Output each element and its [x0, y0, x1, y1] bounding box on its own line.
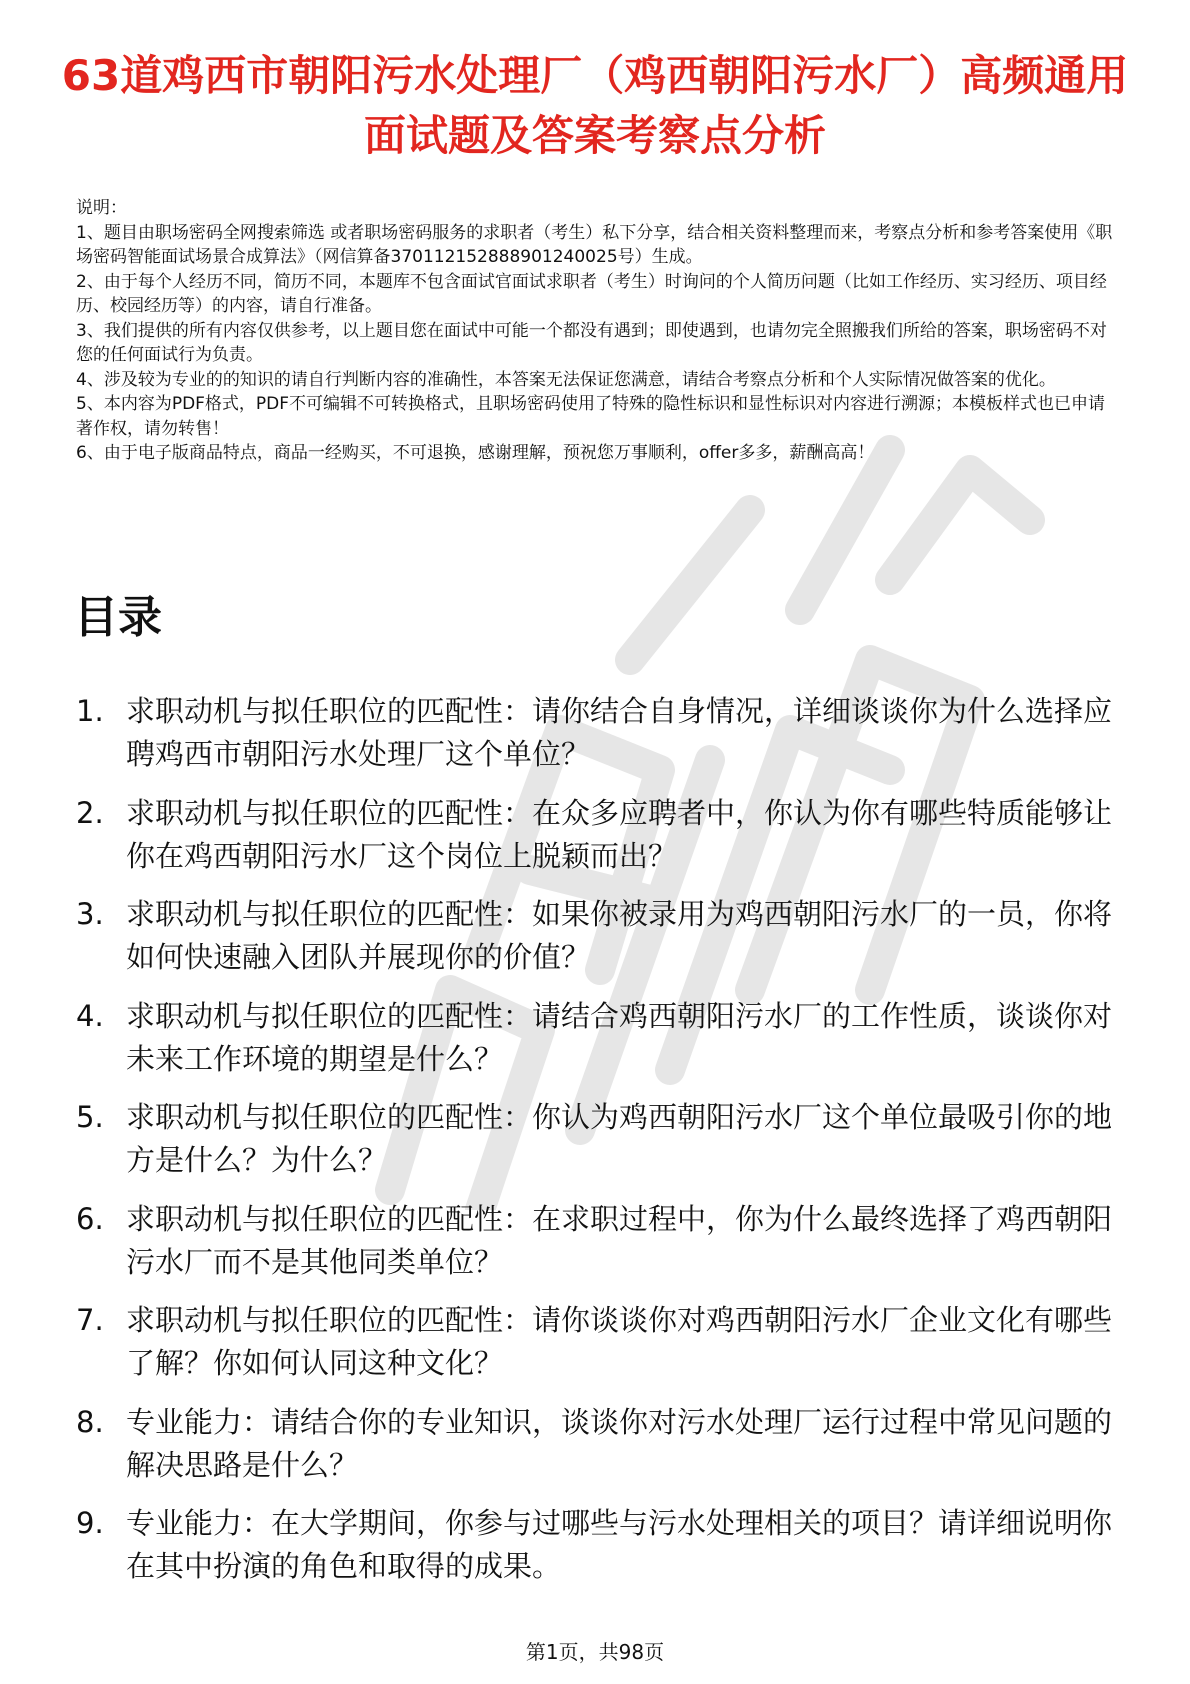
toc-item[interactable]: [76, 995, 1130, 1081]
toc-item-number: 4.: [76, 998, 104, 1033]
toc-item-text: 求职动机与拟任职位的匹配性：请你结合自身情况，详细谈谈你为什么选择应聘鸡西市朝阳污水处理厂这个单位？: [126, 694, 1113, 771]
toc-item-number: 8.: [76, 1404, 104, 1439]
toc-heading: 目录: [74, 592, 162, 643]
toc-item[interactable]: [76, 690, 1130, 776]
toc-item-text: 求职动机与拟任职位的匹配性：在求职过程中，你为什么最终选择了鸡西朝阳污水厂而不是其他同类单位？: [126, 1201, 1113, 1279]
toc-item-number: 6.: [76, 1201, 104, 1236]
toc-item-number: 3.: [76, 897, 104, 931]
toc-item[interactable]: [76, 1198, 1130, 1284]
page-number: 第1页，共98页: [525, 1640, 665, 1664]
toc-item-text: 专业能力：在大学期间，你参与过哪些与污水处理相关的项目？请详细说明你在其中扮演的角色和取得的成果。: [126, 1506, 1113, 1583]
toc-item-number: 7.: [76, 1303, 104, 1337]
notice-item: 6、由于电子版商品特点，商品一经购买，不可退换，感谢理解，预祝您万事顺利，offer多多，薪酬高高！: [76, 443, 875, 463]
notice-item: 2、由于每个人经历不同，简历不同，本题库不包含面试官面试求职者（考生）时询问的个人简历问题（比如工作经历、实习经历、项目经历、校园经历等）的内容，请自行准备。: [76, 271, 1107, 316]
notice-item: 4、涉及较为专业的的知识的请自行判断内容的准确性，本答案无法保证您满意，请结合考察点分析和个人实际情况做答案的优化。: [76, 369, 1056, 390]
toc-item[interactable]: [76, 1502, 1130, 1588]
toc-item-text: 求职动机与拟任职位的匹配性：在众多应聘者中，你认为你有哪些特质能够让你在鸡西朝阳污水厂这个岗位上脱颖而出？: [126, 795, 1113, 873]
toc-item-text: 求职动机与拟任职位的匹配性：请结合鸡西朝阳污水厂的工作性质，谈谈你对未来工作环境的期望是什么？: [126, 998, 1113, 1076]
toc-list: [76, 690, 1130, 1604]
notice-item: 1、题目由职场密码全网搜索筛选 或者职场密码服务的求职者（考生）私下分享，结合相关资料整理而来，考察点分析和参考答案使用《职场密码智能面试场景合成算法》（网信算备370112152888901240025号）生成。: [76, 222, 1113, 267]
toc-item-text: 求职动机与拟任职位的匹配性：如果你被录用为鸡西朝阳污水厂的一员，你将如何快速融入团队并展现你的价值？: [126, 897, 1113, 974]
document-title: 63道鸡西市朝阳污水处理厂（鸡西朝阳污水厂）高频通用面试题及答案考察点分析: [61, 51, 1129, 160]
notice-item: 3、我们提供的所有内容仅供参考，以上题目您在面试中可能一个都没有遇到；即使遇到，也请勿完全照搬我们所给的答案，职场密码不对您的任何面试行为负责。: [76, 320, 1107, 365]
toc-item-text: 求职动机与拟任职位的匹配性：请你谈谈你对鸡西朝阳污水厂企业文化有哪些了解？你如何认同这种文化？: [126, 1303, 1113, 1380]
notice-item: 5、本内容为PDF格式，PDF不可编辑不可转换格式，且职场密码使用了特殊的隐性标识和显性标识对内容进行溯源；本模板样式也已申请著作权，请勿转售！: [76, 394, 1106, 439]
toc-item-number: 2.: [76, 795, 104, 830]
toc-item-number: 9.: [76, 1506, 104, 1540]
toc-item[interactable]: [76, 1401, 1130, 1487]
notice-heading: 说明：: [76, 198, 127, 218]
toc-item[interactable]: [76, 1096, 1130, 1182]
toc-item-text: 求职动机与拟任职位的匹配性：你认为鸡西朝阳污水厂这个单位最吸引你的地方是什么？为什么？: [126, 1100, 1113, 1177]
toc-item[interactable]: [76, 792, 1130, 878]
toc-item[interactable]: [76, 1299, 1130, 1385]
toc-item-number: 5.: [76, 1100, 104, 1134]
notice-section: [76, 196, 1116, 466]
toc-item-text: 专业能力：请结合你的专业知识，谈谈你对污水处理厂运行过程中常见问题的解决思路是什么？: [126, 1404, 1113, 1482]
toc-item[interactable]: [76, 893, 1130, 979]
toc-item-number: 1.: [76, 694, 104, 728]
